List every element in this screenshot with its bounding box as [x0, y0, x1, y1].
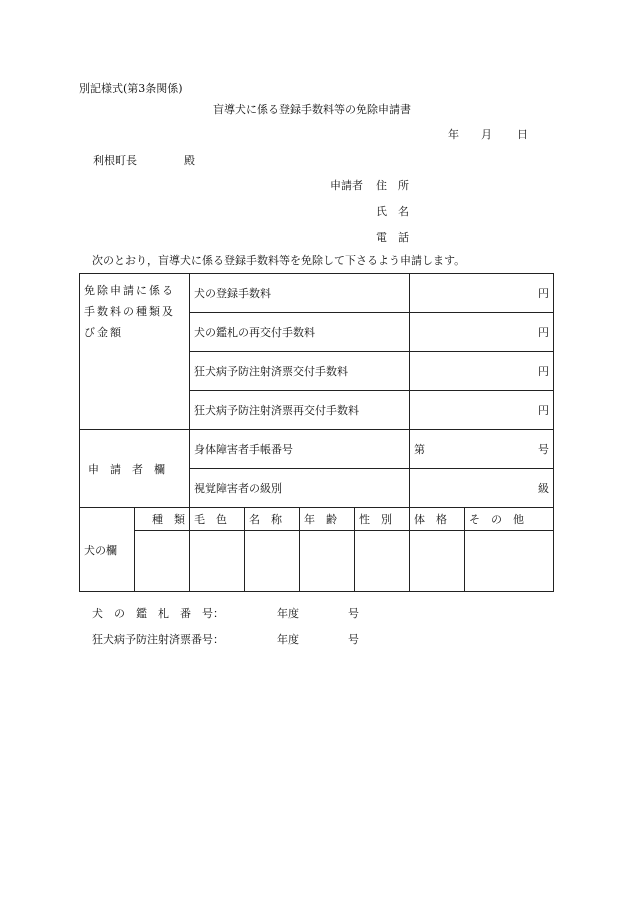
fee-unit: 円: [538, 365, 549, 378]
tag-number-label: 犬 の 鑑 札 番 号：: [92, 607, 224, 620]
dog-col-header: 年 齢: [300, 508, 355, 531]
grade-field[interactable]: [410, 469, 554, 508]
vaccination-no: 号: [348, 633, 359, 646]
dog-col-header: 種 類: [135, 508, 190, 531]
application-table: [79, 273, 554, 592]
dog-sex-field[interactable]: [355, 531, 410, 592]
vaccination-year: 年度: [277, 633, 299, 646]
form-reference: 別記様式(第3条関係): [79, 82, 183, 95]
handbook-number-field[interactable]: [410, 430, 554, 469]
fees-section-label: 免除申請に係る手数料の種類及び金額: [80, 274, 190, 430]
fee-unit: 円: [538, 326, 549, 339]
fee-item-label: 犬の登録手数料: [190, 274, 410, 313]
handbook-prefix: 第: [414, 443, 425, 456]
fee-amount-field[interactable]: [410, 313, 554, 352]
date-day: 日: [517, 128, 528, 141]
tag-year: 年度: [277, 607, 299, 620]
tag-no: 号: [348, 607, 359, 620]
dog-col-header: 体 格: [410, 508, 465, 531]
applicant-phone: 電 話: [376, 231, 409, 244]
dog-other-field[interactable]: [465, 531, 554, 592]
date-year: 年: [448, 128, 459, 141]
fee-item-label: 犬の鑑札の再交付手数料: [190, 313, 410, 352]
handbook-label: 身体障害者手帳番号: [190, 430, 410, 469]
fee-amount-field[interactable]: [410, 274, 554, 313]
dog-section-label: 犬の欄: [80, 508, 135, 592]
fee-unit: 円: [538, 287, 549, 300]
fee-item-label: 狂犬病予防注射済票交付手数料: [190, 352, 410, 391]
dog-type-field[interactable]: [135, 531, 190, 592]
dog-col-header: そ の 他: [465, 508, 554, 531]
addressee: 利根町長: [93, 154, 137, 167]
honorific: 殿: [184, 154, 195, 167]
dog-col-header: 名 称: [245, 508, 300, 531]
date-month: 月: [481, 128, 492, 141]
dog-col-header: 毛 色: [190, 508, 245, 531]
dog-age-field[interactable]: [300, 531, 355, 592]
vaccination-number-label: 狂犬病予防注射済票番号：: [92, 633, 224, 646]
fee-item-label: 狂犬病予防注射済票再交付手数料: [190, 391, 410, 430]
dog-col-header: 性 別: [355, 508, 410, 531]
dog-name-field[interactable]: [245, 531, 300, 592]
form-title: 盲導犬に係る登録手数料等の免除申請書: [213, 103, 411, 116]
handbook-suffix: 号: [538, 443, 549, 456]
grade-unit: 級: [538, 482, 549, 495]
applicant-address: 住 所: [376, 179, 409, 192]
fee-unit: 円: [538, 404, 549, 417]
fee-amount-field[interactable]: [410, 352, 554, 391]
applicant-name: 氏 名: [376, 205, 409, 218]
dog-color-field[interactable]: [190, 531, 245, 592]
intro-text: 次のとおり，盲導犬に係る登録手数料等を免除して下さるよう申請します。: [92, 254, 466, 267]
applicant-label: 申請者: [330, 179, 363, 192]
grade-label: 視覚障害者の級別: [190, 469, 410, 508]
applicant-section-label: 申 請 者 欄: [80, 430, 190, 508]
fee-amount-field[interactable]: [410, 391, 554, 430]
dog-build-field[interactable]: [410, 531, 465, 592]
